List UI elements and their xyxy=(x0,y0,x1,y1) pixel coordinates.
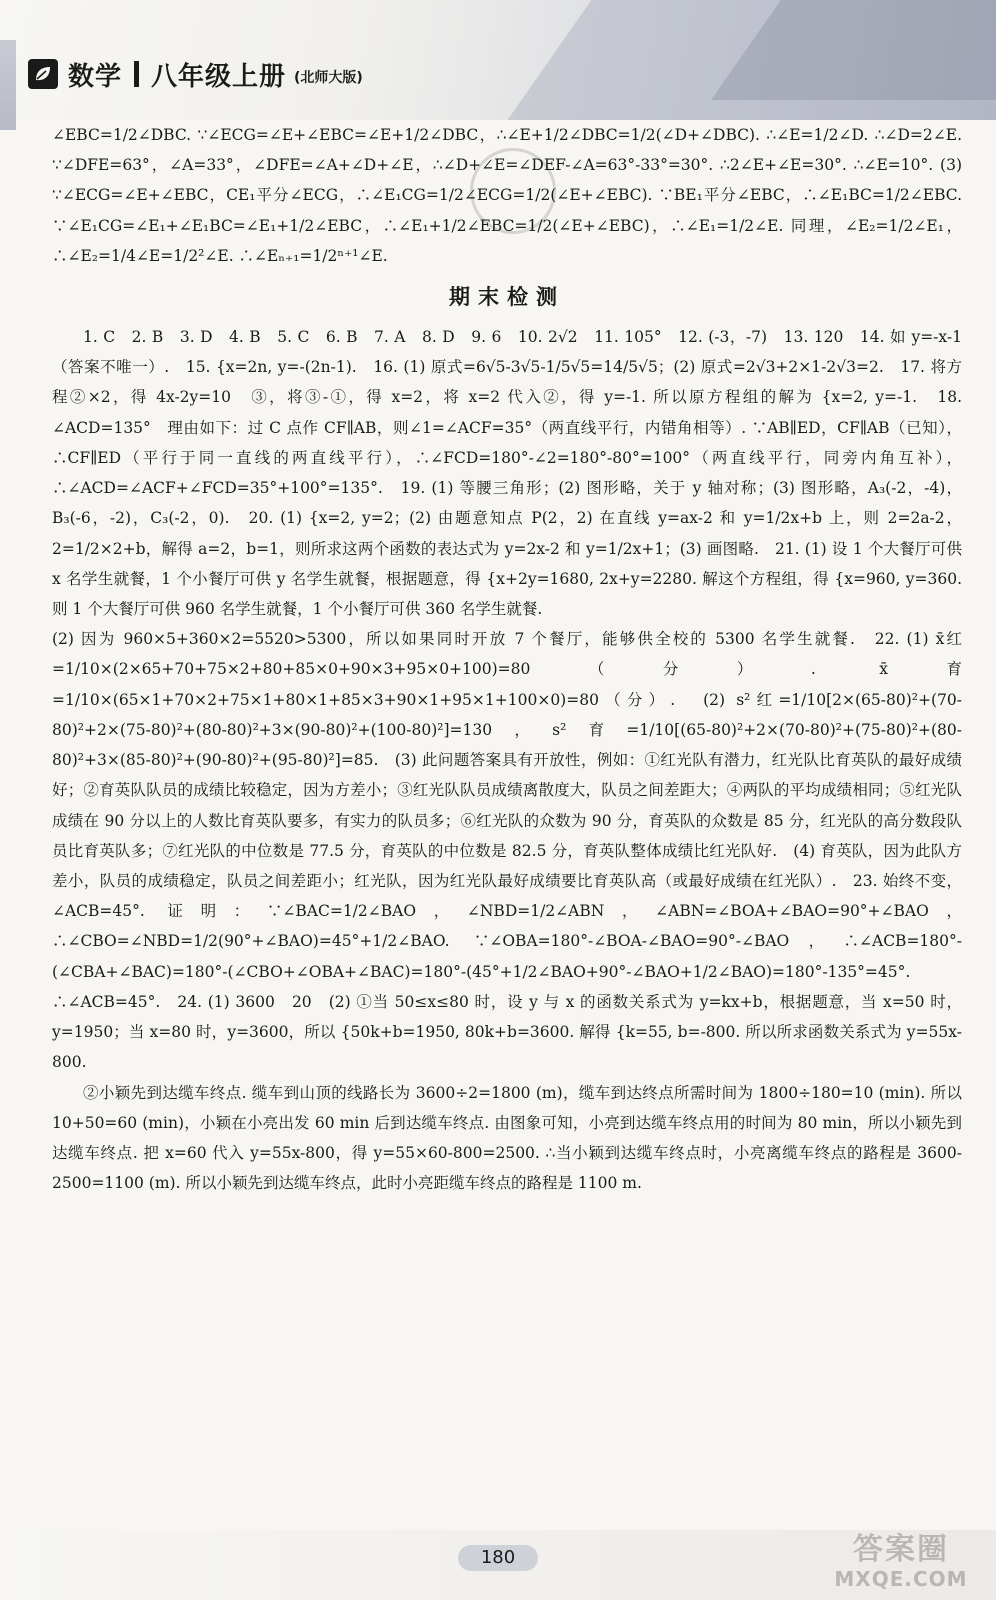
answers-part-3: ②小颖先到达缆车终点. 缆车到山顶的线路长为 3600÷2=1800 (m)，缆车到达终点所需时间为 1800÷180=10 (min). 所以 10+50=60 (min)，小颖在小亮出发 60 min 后到达缆车终点. 由图象可知，小亮到达缆车终点用的时间为 80 min，所以小颖先到达缆车终点. 把 x=60 代入 y=55x-800，得 y=55×60-800=2500. ∴当小颖到达缆车终点时，小亮离缆车终点的路程是 3600-2500=1100 (m). 所以小颖先到达缆车终点，此时小亮距缆车终点的路程是 1100 m. xyxy=(52,1083,962,1193)
watermark-en: MXQE.COM xyxy=(834,1567,968,1591)
answers-part-2: (2) 因为 960×5+360×2=5520>5300，所以如果同时开放 7 个餐厅，能够供全校的 5300 名学生就餐. 22. (1) x̄红=1/10×(2×65+70+75×2+80+85×0+90×3+95×0+100)=80（分）. x̄育=1/10×(65×1+70×2+75×1+80×1+85×3+90×1+95×1+100×0)=80（分）. (2) s²红=1/10[2×(65-80)²+(70-80)²+2×(75-80)²+(80-80)²+3×(90-80)²+(100-80)²]=130，s²育=1/10[(65-80)²+2×(70-80)²+(75-80)²+(80-80)²+3×(85-80)²+(90-80)²+(95-80)²]=85. (3) 此问题答案具有开放性，例如：①红光队有潜力，红光队比育英队的最好成绩好；②育英队队员的成绩比较稳定，因为方差小；③红光队队员成绩离散度大，队员之间差距大；④两队的平均成绩相同；⑤红光队成绩在 90 分以上的人数比育英队要多，有实力的队员多；⑥红光队的众数为 90 分，育英队的众数是 85 分，红光队的高分数段队员比育英队多；⑦红光队的中位数是 77.5 分，育英队的中位数是 82.5 分，育英队整体成绩比红光队好. (4) 育英队，因为此队方差小，队员的成绩稳定，队员之间差距小；红光队，因为红光队最好成绩要比育英队高（或最好成绩在红光队）. 23. 始终不变，∠ACB=45°. 证明：∵∠BAC=1/2∠BAO，∠NBD=1/2∠ABN，∠ABN=∠BOA+∠BAO=90°+∠BAO，∴∠CBO=∠NBD=1/2(90°+∠BAO)=45°+1/2∠BAO. ∵∠OBA=180°-∠BOA-∠BAO=90°-∠BAO，∴∠ACB=180°-(∠CBA+∠BAC)=180°-(∠CBO+∠OBA+∠BAC)=180°-(45°+1/2∠BAO+90°-∠BAO+1/2∠BAO)=180°-135°=45°. ∴∠ACB=45°. 24. (1) 3600 20 (2) ①当 50≤x≤80 时，设 y 与 x 的函数关系式为 y=kx+b，根据题意，当 x=50 时，y=1950；当 x=80 时，y=3600，所以 {50k+b=1950, 80k+b=3600. 解得 {k=55, b=-800. 所以所求函数关系式为 y=55x-800. xyxy=(52,630,962,1072)
grade-title: 八年级上册 xyxy=(151,61,287,92)
page-number: 180 xyxy=(458,1545,538,1571)
section-title: 期末检测 xyxy=(449,285,565,310)
leaf-logo-icon xyxy=(28,59,58,89)
page-header xyxy=(28,54,363,94)
left-tab xyxy=(0,40,16,130)
answer-content xyxy=(52,120,962,1198)
watermark xyxy=(816,1532,986,1596)
answers-part-1: 1. C 2. B 3. D 4. B 5. C 6. B 7. A 8. D 9. 6 10. 2√2 11. 105° 12. (-3，-7) 13. 120 14. 如 y=-x-1（答案不唯一）. 15. {x=2n, y=-(2n-1). 16. (1) 原式=6√5-3√5-1/5√5=14/5√5；(2) 原式=2√3+2×1-2√3=2. 17. 将方程②×2，得 4x-2y=10 ③，将③-①，得 x=2，将 x=2 代入②，得 y=-1. 所以原方程组的解为 {x=2, y=-1. 18. ∠ACD=135° 理由如下：过 C 点作 CF∥AB，则∠1=∠ACF=35°（两直线平行，内错角相等）. ∵AB∥ED，CF∥AB（已知），∴CF∥ED（平行于同一直线的两直线平行），∴∠FCD=180°-∠2=180°-80°=100°（两直线平行，同旁内角互补），∴∠ACD=∠ACF+∠FCD=35°+100°=135°. 19. (1) 等腰三角形；(2) 图形略，关于 y 轴对称；(3) 图形略，A₃(-2，-4)，B₃(-6，-2)，C₃(-2，0). 20. (1) {x=2, y=2；(2) 由题意知点 P(2，2) 在直线 y=ax-2 和 y=1/2x+b 上，则 2=2a-2，2=1/2×2+b，解得 a=2，b=1，则所求这两个函数的表达式为 y=2x-2 和 y=1/2x+1；(3) 画图略. 21. (1) 设 1 个大餐厅可供 x 名学生就餐，1 个小餐厅可供 y 名学生就餐，根据题意，得 {x+2y=1680, 2x+y=2280. 解这个方程组，得 {x=960, y=360. 则 1 个大餐厅可供 960 名学生就餐，1 个小餐厅可供 360 名学生就餐. xyxy=(52,328,962,618)
continued-solution: ∠EBC=1/2∠DBC. ∵∠ECG=∠E+∠EBC=∠E+1/2∠DBC，∴∠E+1/2∠DBC=1/2(∠D+∠DBC). ∴∠E=1/2∠D. ∴∠D=2∠E. ∵∠DFE=63°，∠A=33°，∠DFE=∠A+∠D+∠E，∴∠D+∠E=∠DEF-∠A=63°-33°=30°. ∴2∠E+∠E=30°. ∴∠E=10°. (3) ∵∠ECG=∠E+∠EBC，CE₁平分∠ECG，∴∠E₁CG=1/2∠ECG=1/2(∠E+∠EBC). ∵BE₁平分∠EBC，∴∠E₁BC=1/2∠EBC. ∵∠E₁CG=∠E₁+∠E₁BC=∠E₁+1/2∠EBC，∴∠E₁+1/2∠EBC=1/2(∠E+∠EBC)，∴∠E₁=1/2∠E. 同理，∠E₂=1/2∠E₁，∴∠E₂=1/4∠E=1/2²∠E. ∴∠Eₙ₊₁=1/2ⁿ⁺¹∠E. xyxy=(52,126,962,265)
watermark-cn: 答案圈 xyxy=(853,1532,949,1567)
subject-title: 数学 xyxy=(68,61,123,92)
header-separator xyxy=(134,61,139,87)
edition-label: (北师大版) xyxy=(294,70,363,86)
